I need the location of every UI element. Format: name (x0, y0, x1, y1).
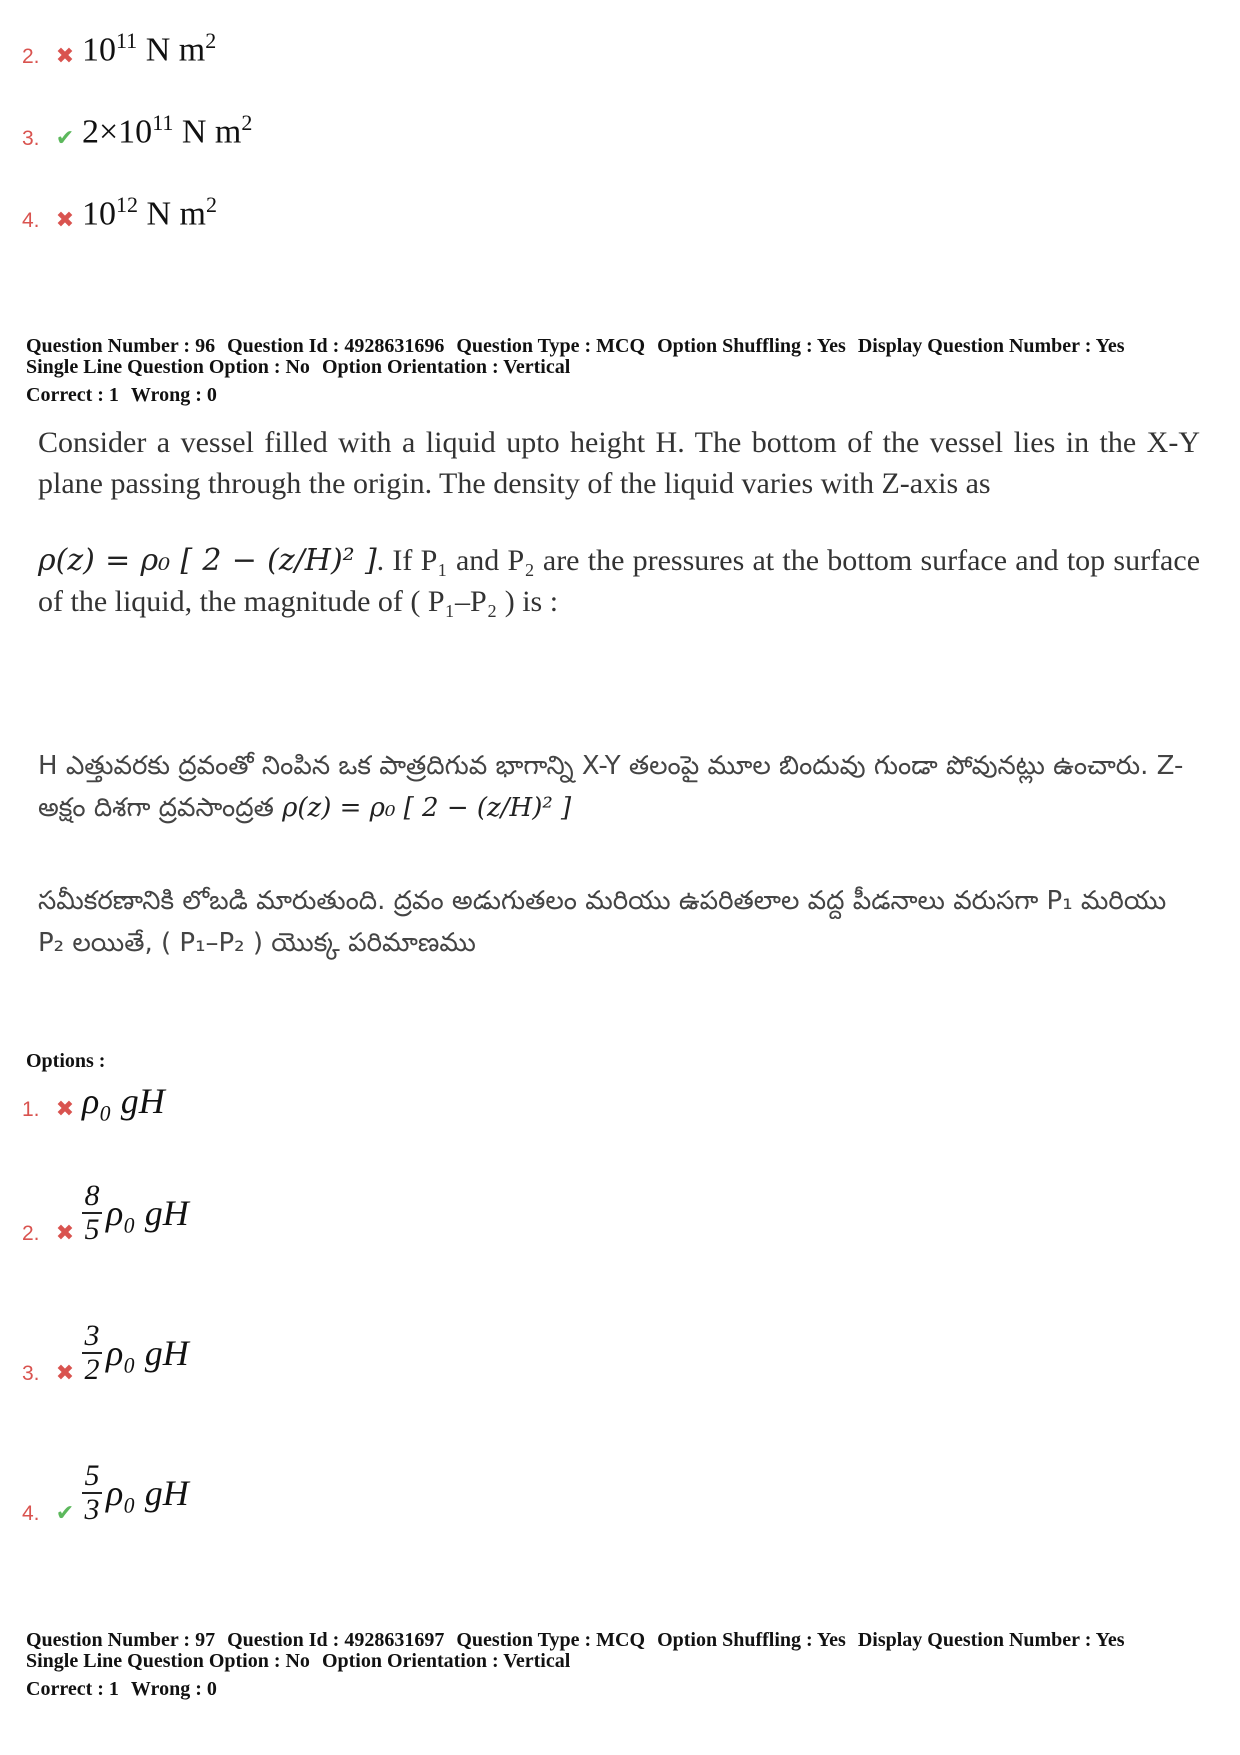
option-formula: $\frac{3}{2}$ ρ₀ gH (82, 1320, 189, 1386)
options-label: Options : (26, 1050, 106, 1072)
option-formula: $\frac{8}{5}$ ρ₀ gH (82, 1180, 189, 1246)
option-4[interactable] (22, 1460, 189, 1526)
meta-line-2: Single Line Question Option : No Option Orientation : Vertical (26, 356, 571, 378)
option-number: 3. (22, 127, 40, 151)
option-2[interactable] (22, 1180, 189, 1246)
fraction: $\frac{8}{5}$ (82, 1180, 102, 1246)
option-formula: $10^{11}$ N $m^2$ (82, 28, 217, 69)
option-number: 1. (22, 1098, 40, 1121)
option-1[interactable] (22, 1080, 165, 1122)
question-text-te-1: H ఎత్తువరకు ద్రవంతో నింపిన ఒక పాత్రదిగువ భాగాన్ని X-Y తలంపై మూల బిందువు గుండా పోవునట్లు ఉంచారు. Z-అక్షం దిశగా ద్రవసాంద్రత ρ(z) = ρ₀ [ 2 − (z/H)² ] (38, 751, 1184, 823)
option-number: 2. (22, 45, 40, 69)
meta-line-3: Correct : 1 Wrong : 0 (26, 1678, 217, 1700)
check-icon: ✔ (55, 126, 75, 152)
cross-icon: ✖ (55, 44, 75, 70)
cross-icon: ✖ (55, 1221, 75, 1246)
cross-icon: ✖ (55, 1361, 75, 1386)
prev-option-2 (22, 28, 216, 69)
question-text-en: Consider a vessel filled with a liquid upto height H. The bottom of the vessel lies in the X-Y plane passing through the origin. The density of the liquid varies with Z-axis as (38, 426, 1200, 500)
option-formula: $10^{12}$ N $m^2$ (82, 192, 217, 233)
cross-icon: ✖ (55, 1097, 75, 1122)
check-icon: ✔ (55, 1501, 75, 1526)
meta-line-3: Correct : 1 Wrong : 0 (26, 384, 217, 406)
option-number: 4. (22, 1502, 40, 1525)
cross-icon: ✖ (55, 208, 75, 234)
density-equation: ρ(z) = ρ₀ [ 2 − (z/H)² ] (38, 543, 377, 578)
option-formula: $2\times 10^{11}$ N $m^2$ (82, 110, 253, 151)
question-equation-line: ρ(z) = ρ₀ [ 2 − (z/H)² ]. If P₁ and P₂ are the pressures at the bottom surface and top surface of the liquid, the magnitude of ( P₁–P₂ ) is : (38, 543, 1201, 618)
option-3[interactable] (22, 1320, 189, 1386)
meta-line-1: Question Number : 96 Question Id : 4928631696 Question Type : MCQ Option Shuffling : Yes Display Question Number : Yes (26, 335, 1125, 357)
question-meta-97 (26, 1630, 1125, 1700)
option-number: 4. (22, 209, 40, 233)
fraction: $\frac{3}{2}$ (82, 1320, 102, 1386)
question-meta-96 (26, 336, 1125, 406)
option-number: 3. (22, 1362, 40, 1385)
meta-line-2: Single Line Question Option : No Option Orientation : Vertical (26, 1650, 571, 1672)
option-formula: ρ₀ gH (82, 1081, 165, 1121)
option-formula: $\frac{5}{3}$ ρ₀ gH (82, 1460, 189, 1526)
fraction: $\frac{5}{3}$ (82, 1460, 102, 1526)
option-number: 2. (22, 1222, 40, 1245)
question-text-te-2: సమీకరణానికి లోబడి మారుతుంది. ద్రవం అడుగుతలం మరియు ఉపరితలాల వద్ద పీడనాలు వరుసగా P₁ మరియు P₂ లయితే, ( P₁–P₂ ) యొక్క పరిమాణము (38, 886, 1167, 958)
meta-line-1: Question Number : 97 Question Id : 4928631697 Question Type : MCQ Option Shuffling : Yes Display Question Number : Yes (26, 1629, 1125, 1651)
density-equation-te: ρ(z) = ρ₀ [ 2 − (z/H)² ] (282, 793, 572, 823)
prev-option-4 (22, 192, 217, 233)
prev-option-3 (22, 110, 252, 151)
